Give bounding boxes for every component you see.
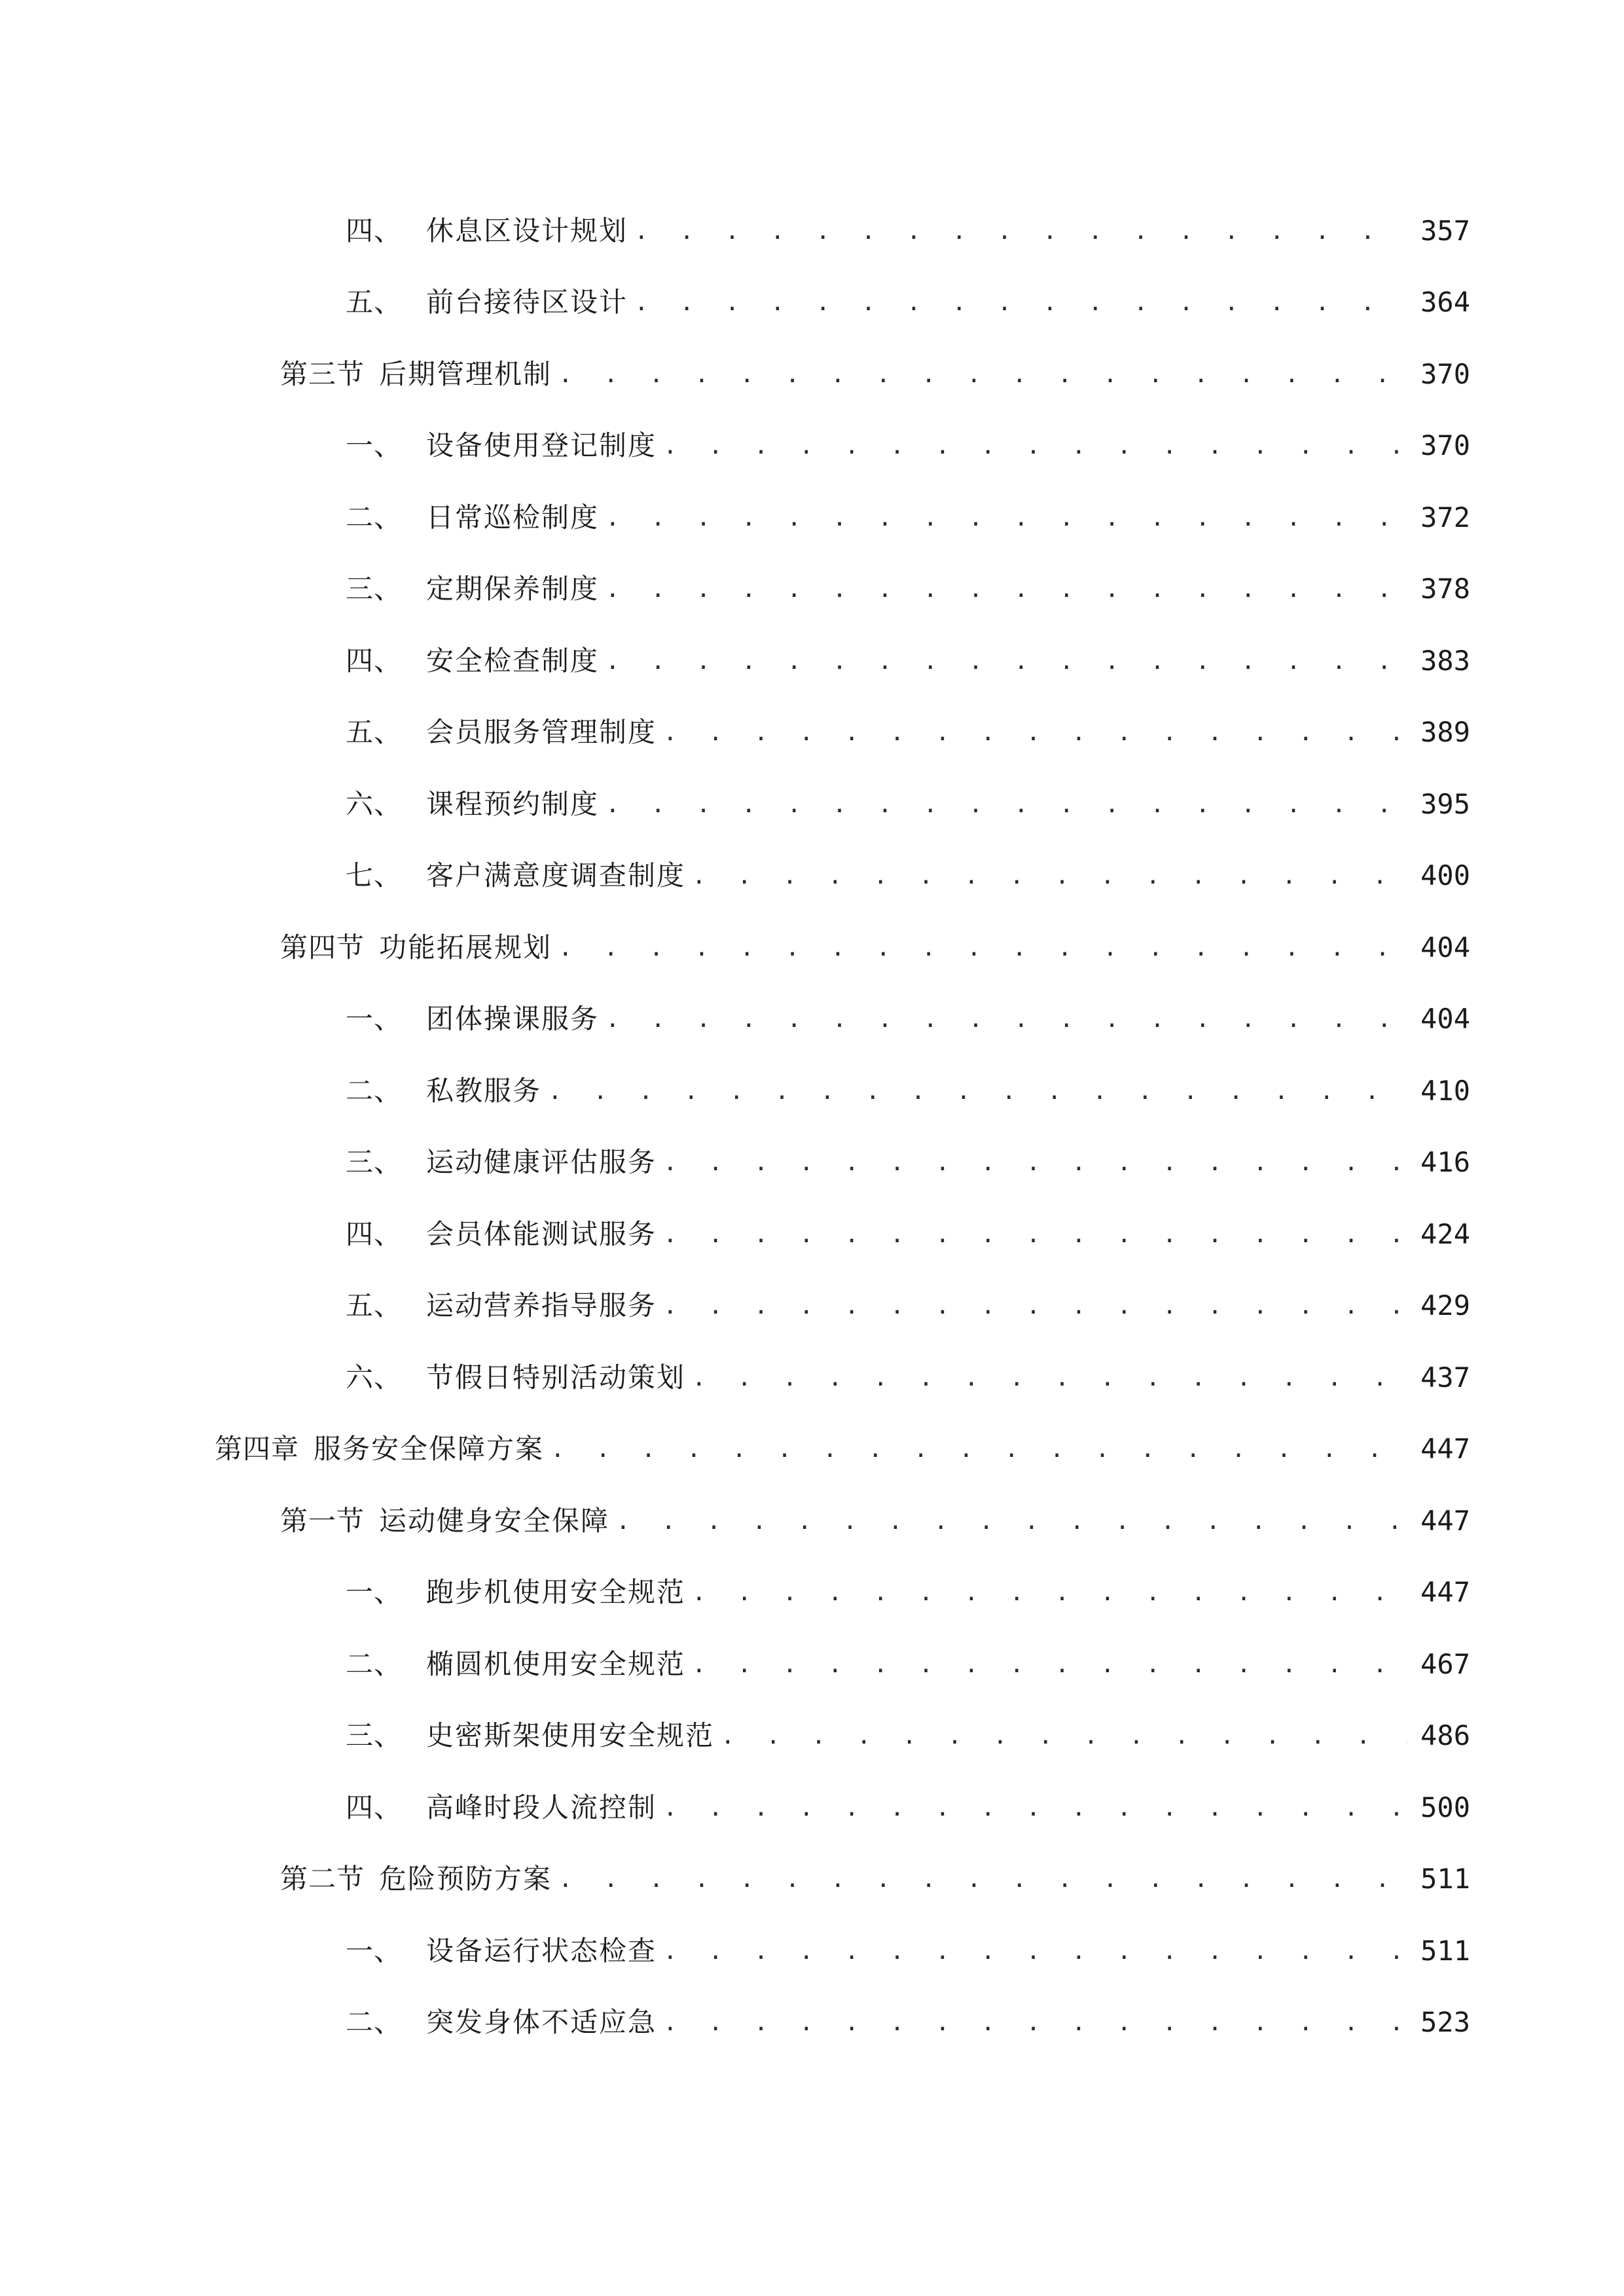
toc-entry-line — [346, 1647, 1470, 1680]
toc-entry-title: 服务安全保障方案 — [314, 1433, 545, 1465]
toc-entry-line — [346, 1719, 1470, 1752]
toc-entry-page-number: 370 — [1420, 429, 1470, 462]
toc-entry-title: 运动营养指导服务 — [426, 1289, 657, 1322]
toc-entry-title: 私教服务 — [426, 1074, 542, 1107]
toc-entry-number: 二、 — [346, 1074, 403, 1107]
toc-entry-line — [346, 716, 1470, 749]
toc-entry-page-number: 447 — [1420, 1433, 1470, 1465]
toc-entry-line — [346, 2006, 1470, 2039]
toc-entry-page-number: 383 — [1420, 644, 1470, 677]
toc-entry-line — [346, 1934, 1470, 1967]
toc-entry-number: 五、 — [346, 716, 403, 749]
toc-entry-number: 二、 — [346, 1647, 403, 1680]
toc-entry-number: 第四章 — [215, 1433, 300, 1465]
toc-dot-leader — [663, 721, 1407, 745]
toc-entry[interactable] — [0, 1127, 1624, 1199]
toc-dot-leader — [663, 1295, 1407, 1318]
toc-entry[interactable] — [0, 1700, 1624, 1772]
toc-entry[interactable] — [0, 1557, 1624, 1629]
toc-entry[interactable] — [0, 625, 1624, 697]
toc-entry[interactable] — [0, 410, 1624, 482]
toc-entry-number: 六、 — [346, 787, 403, 820]
toc-dot-leader — [605, 793, 1407, 817]
toc-entry-page-number: 429 — [1420, 1289, 1470, 1322]
toc-entry-title: 设备运行状态检查 — [426, 1934, 657, 1967]
toc-entry-number: 三、 — [346, 573, 403, 605]
toc-dot-leader — [663, 1223, 1407, 1247]
toc-entry-number: 第一节 — [280, 1504, 365, 1537]
toc-entry-page-number: 395 — [1420, 787, 1470, 820]
toc-entry-line — [346, 1005, 1470, 1033]
toc-entry[interactable] — [0, 1987, 1624, 2059]
toc-entry-line — [346, 429, 1470, 462]
toc-entry-line — [346, 214, 1470, 247]
toc-entry-line — [280, 931, 1470, 963]
toc-entry-page-number: 523 — [1420, 2006, 1470, 2039]
toc-entry-line — [346, 1074, 1470, 1107]
toc-dot-leader — [663, 1151, 1407, 1175]
toc-entry-number: 六、 — [346, 1361, 403, 1393]
toc-entry-title: 椭圆机使用安全规范 — [426, 1647, 686, 1680]
toc-entry[interactable] — [0, 1915, 1624, 1987]
toc-entry-line — [346, 1361, 1470, 1393]
toc-entry-page-number: 378 — [1420, 573, 1470, 605]
table-of-contents — [0, 195, 1624, 2058]
toc-entry[interactable] — [0, 338, 1624, 410]
toc-dot-leader — [663, 435, 1407, 458]
toc-entry-title: 后期管理机制 — [379, 357, 552, 390]
toc-entry-page-number: 410 — [1420, 1074, 1470, 1107]
toc-dot-leader — [692, 865, 1407, 888]
toc-entry-number: 七、 — [346, 859, 403, 892]
toc-entry-line — [346, 644, 1470, 677]
toc-entry-title: 突发身体不适应急 — [426, 2006, 657, 2039]
toc-entry[interactable] — [0, 267, 1624, 339]
toc-entry[interactable] — [0, 984, 1624, 1056]
toc-entry-number: 五、 — [346, 286, 403, 319]
toc-entry-title: 功能拓展规划 — [379, 931, 552, 963]
toc-dot-leader — [605, 578, 1407, 601]
toc-entry[interactable] — [0, 1628, 1624, 1700]
toc-entry[interactable] — [0, 1342, 1624, 1414]
toc-entry[interactable] — [0, 1414, 1624, 1486]
toc-entry-page-number: 357 — [1420, 214, 1470, 247]
toc-entry-page-number: 400 — [1420, 859, 1470, 892]
toc-dot-leader — [663, 1797, 1407, 1820]
toc-entry-title: 危险预防方案 — [379, 1863, 552, 1895]
toc-entry-page-number: 404 — [1420, 931, 1470, 963]
toc-dot-leader — [605, 650, 1407, 673]
toc-entry-title: 运动健康评估服务 — [426, 1146, 657, 1179]
toc-dot-leader — [558, 937, 1407, 960]
toc-entry[interactable] — [0, 1485, 1624, 1557]
toc-entry-title: 高峰时段人流控制 — [426, 1791, 657, 1823]
toc-entry-page-number: 467 — [1420, 1647, 1470, 1680]
toc-entry[interactable] — [0, 1772, 1624, 1844]
toc-entry-page-number: 364 — [1420, 286, 1470, 319]
toc-entry-title: 定期保养制度 — [426, 573, 600, 605]
toc-entry-title: 安全检查制度 — [426, 644, 600, 677]
toc-entry-line — [346, 1146, 1470, 1179]
toc-dot-leader — [692, 1581, 1407, 1605]
toc-entry-number: 二、 — [346, 501, 403, 533]
toc-entry-page-number: 389 — [1420, 716, 1470, 749]
toc-dot-leader — [548, 1080, 1407, 1103]
toc-dot-leader — [550, 1438, 1407, 1462]
toc-entry-title: 客户满意度调查制度 — [426, 859, 686, 892]
toc-entry-number: 一、 — [346, 1576, 403, 1609]
toc-dot-leader — [721, 1725, 1407, 1748]
toc-entry-number: 五、 — [346, 1289, 403, 1322]
toc-entry-number: 四、 — [346, 1791, 403, 1823]
toc-entry[interactable] — [0, 1270, 1624, 1342]
toc-entry-title: 会员服务管理制度 — [426, 716, 657, 749]
toc-entry-number: 一、 — [346, 429, 403, 462]
toc-entry-title: 设备使用登记制度 — [426, 429, 657, 462]
toc-dot-leader — [663, 1940, 1407, 1964]
toc-entry-line — [280, 1504, 1470, 1537]
toc-entry-number: 四、 — [346, 1217, 403, 1250]
toc-entry-number: 三、 — [346, 1146, 403, 1179]
toc-entry[interactable] — [0, 912, 1624, 984]
toc-entry-page-number: 372 — [1420, 501, 1470, 533]
toc-entry-page-number: 437 — [1420, 1361, 1470, 1393]
toc-entry-line — [346, 1791, 1470, 1823]
toc-entry[interactable] — [0, 768, 1624, 840]
toc-entry-title: 史密斯架使用安全规范 — [426, 1719, 715, 1752]
toc-entry-line — [346, 1217, 1470, 1250]
toc-entry-title: 运动健身安全保障 — [379, 1504, 610, 1537]
toc-entry-page-number: 486 — [1420, 1719, 1470, 1752]
toc-entry-title: 团体操课服务 — [426, 1003, 600, 1035]
toc-entry-title: 日常巡检制度 — [426, 501, 600, 533]
toc-entry-line — [280, 1865, 1470, 1893]
toc-entry-page-number: 404 — [1420, 1003, 1470, 1035]
toc-entry-title: 节假日特别活动策划 — [426, 1361, 686, 1393]
toc-entry-line — [346, 575, 1470, 603]
toc-entry-title: 前台接待区设计 — [426, 286, 628, 319]
toc-dot-leader — [663, 2011, 1407, 2035]
toc-dot-leader — [605, 507, 1407, 530]
toc-dot-leader — [692, 1653, 1407, 1677]
toc-entry[interactable] — [0, 1198, 1624, 1270]
toc-entry-line — [346, 859, 1470, 892]
toc-entry[interactable] — [0, 1844, 1624, 1916]
toc-entry-line — [215, 1435, 1470, 1463]
toc-entry-title: 会员体能测试服务 — [426, 1217, 657, 1250]
toc-entry-page-number: 500 — [1420, 1791, 1470, 1823]
toc-entry-page-number: 424 — [1420, 1217, 1470, 1250]
toc-entry-number: 二、 — [346, 2006, 403, 2039]
toc-entry-line — [346, 286, 1470, 319]
toc-entry-line — [346, 1289, 1470, 1322]
toc-entry-number: 四、 — [346, 214, 403, 247]
toc-entry-title: 课程预约制度 — [426, 787, 600, 820]
toc-entry-number: 四、 — [346, 644, 403, 677]
toc-dot-leader — [692, 1367, 1407, 1390]
toc-entry[interactable] — [0, 482, 1624, 554]
toc-dot-leader — [616, 1510, 1407, 1534]
toc-dot-leader — [634, 220, 1407, 243]
toc-entry[interactable] — [0, 554, 1624, 626]
toc-entry-page-number: 447 — [1420, 1576, 1470, 1609]
toc-entry-line — [280, 357, 1470, 390]
toc-dot-leader — [558, 1868, 1407, 1892]
toc-entry[interactable] — [0, 697, 1624, 769]
toc-entry-number: 一、 — [346, 1003, 403, 1035]
toc-entry-title: 跑步机使用安全规范 — [426, 1576, 686, 1609]
toc-entry-title: 休息区设计规划 — [426, 214, 628, 247]
toc-entry-page-number: 447 — [1420, 1504, 1470, 1537]
toc-dot-leader — [634, 291, 1407, 315]
toc-entry-number: 第二节 — [280, 1863, 365, 1895]
toc-entry-number: 三、 — [346, 1719, 403, 1752]
toc-entry[interactable] — [0, 840, 1624, 912]
toc-entry-page-number: 511 — [1420, 1934, 1470, 1967]
toc-entry-line — [346, 787, 1470, 820]
toc-entry-page-number: 370 — [1420, 357, 1470, 390]
toc-entry-number: 第四节 — [280, 931, 365, 963]
toc-entry-number: 一、 — [346, 1934, 403, 1967]
toc-dot-leader — [558, 363, 1407, 387]
toc-entry-number: 第三节 — [280, 357, 365, 390]
toc-dot-leader — [605, 1008, 1407, 1031]
toc-entry[interactable] — [0, 1055, 1624, 1127]
toc-entry-line — [346, 501, 1470, 533]
toc-entry-line — [346, 1576, 1470, 1609]
toc-entry[interactable] — [0, 195, 1624, 267]
toc-entry-page-number: 511 — [1420, 1863, 1470, 1895]
toc-entry-page-number: 416 — [1420, 1146, 1470, 1179]
